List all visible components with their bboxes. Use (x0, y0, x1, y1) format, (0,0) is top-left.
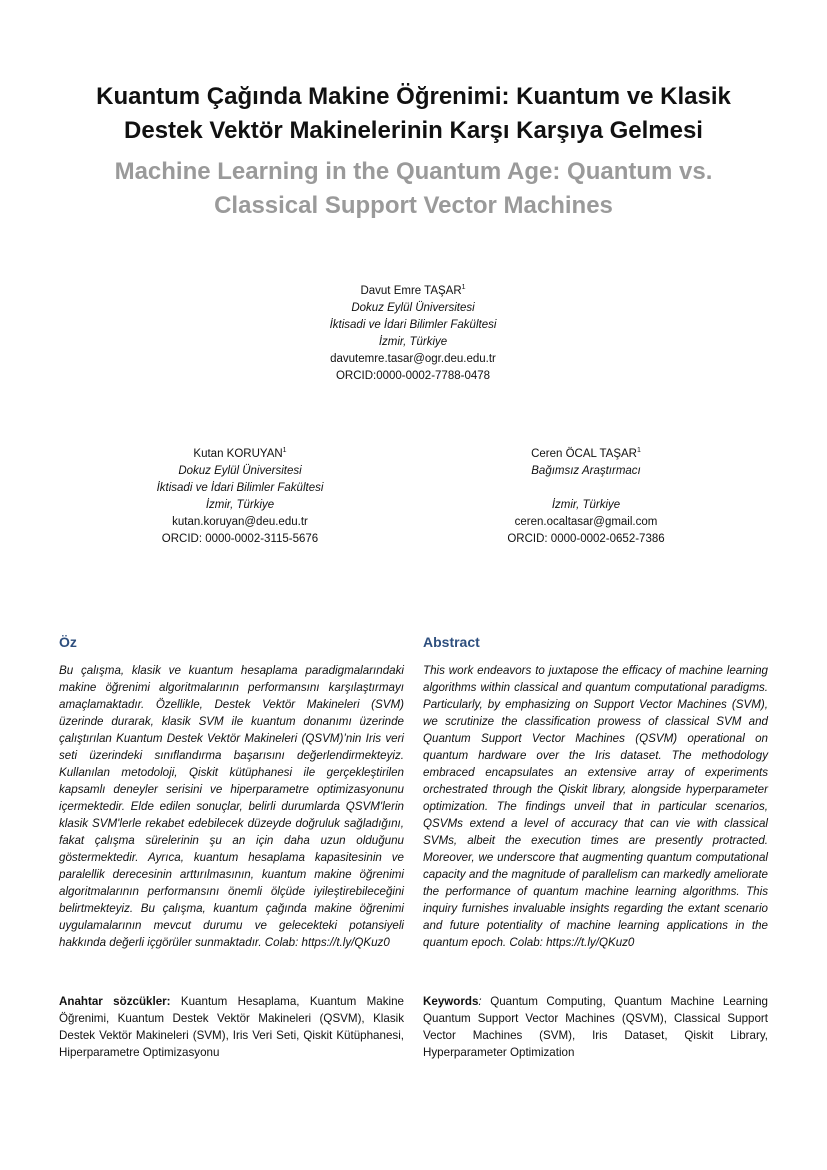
author-block-first (213, 283, 613, 385)
abstract-heading: Abstract (423, 634, 480, 650)
title-english-line2: Classical Support Vector Machines (214, 192, 613, 219)
author-orcid: ORCID: 0000-0002-0652-7386 (507, 533, 665, 545)
author-location: İzmir, Türkiye (205, 499, 275, 511)
author-location: İzmir, Türkiye (378, 336, 448, 348)
oz-keywords (59, 993, 404, 1061)
author-block-third (436, 446, 736, 548)
author-location: İzmir, Türkiye (551, 499, 621, 511)
author-block-second (90, 446, 390, 548)
oz-keywords-list: Kuantum Hesaplama, Kuantum Makine Öğrenimi, Kuantum Destek Vektör Makineleri (QSVM), Klasik Destek Vektör Makineleri (SVM), Iris Veri Seti, Qiskit Kütüphanesi, Hiperparametre Optimizasyonu (59, 995, 404, 1059)
author-spacer (436, 480, 736, 497)
oz-text: Bu çalışma, klasik ve kuantum hesaplama paradigmalarındaki makine öğrenimi algoritmalarının performansını karşılaştırmayı amaçlamaktadır. Özellikle, Destek Vektör Makineleri (SVM) üzerinde durarak, klasik SVM ile kuantum donanımı üzerinde çalıştırılan Kuantum Destek Vektör Makineleri (QSVM)’nin Iris veri seti üzerindeki sınıflandırma başarısını değerlendirmekteyiz. Kullanılan metodoloji, Qiskit kütüphanesi ile gerçekleştirilen kapsamlı deneyler serisini ve hiperparametre optimizasyonunu içermektedir. Elde edilen sonuçlar, belirli durumlarda QSVM'lerin klasik SVM'lerle rekabet edebilecek düzeyde doğruluk sağladığını, fakat çalışma sürelerinin şu an için daha uzun olduğunu göstermektedir. Ayrıca, kuantum hesaplama kapasitesinin ve paralellik derecesinin arttırılmasının, kuantum makine öğrenimi algoritmalarının performansını önemli ölçüde iyileştirebileceğini belirtmekteyiz. Bu çalışma, kuantum çağında makine öğrenimi uygulamalarının mevcut durumu ve gelecekteki potansiyeli hakkında değerli içgörüler sunmaktadır. Colab: https://t.ly/QKuz0 (59, 664, 404, 949)
abstract-keywords-label: Keywords (423, 995, 479, 1008)
abstract-keywords-colon: : (478, 995, 482, 1008)
author-affiliation-faculty: İktisadi ve İdari Bilimler Fakültesi (156, 482, 324, 494)
abstract-text: This work endeavors to juxtapose the efficacy of machine learning algorithms within classical and quantum computational paradigms. Particularly, by emphasizing on Support Vector Machines (SVM), we scrutinize the classification prowess of classical SVM and Quantum Support Vector Machines (QSVM) operational on quantum hardware over the Iris dataset. The methodology embraced encapsulates an extensive array of experiments orchestrated through the Qiskit library, alongside hyperparameter optimization. The findings unveil that in particular scenarios, QSVMs extend a level of accuracy that can vie with classical SVMs, albeit the execution times are presently protracted. Moreover, we underscore that augmenting quantum computational capacity and the magnitude of parallelism can markedly ameliorate the performance of quantum machine learning algorithms. This inquiry furnishes invaluable insights regarding the extant scenario and future potentiality of machine learning applications in the quantum epoch. Colab: https://t.ly/QKuz0 (423, 664, 768, 949)
author-name: Davut Emre TAŞAR$^1$ (360, 284, 466, 297)
author-name: Kutan KORUYAN$^1$ (193, 447, 287, 460)
title-turkish-line2: Destek Vektör Makinelerinin Karşı Karşıya Gelmesi (124, 117, 703, 144)
author-affiliation-faculty: İktisadi ve İdari Bilimler Fakültesi (329, 319, 497, 331)
abstract-keywords-list: Quantum Computing, Quantum Machine Learning Quantum Support Vector Machines (QSVM), Classical Support Vector Machines (SVM), Iris Dataset, Qiskit Library, Hyperparameter Optimization (423, 995, 768, 1059)
author-affiliation-university: Dokuz Eylül Üniversitesi (351, 302, 475, 314)
author-orcid: ORCID:0000-0002-7788-0478 (335, 370, 491, 382)
oz-heading: Öz (59, 634, 77, 650)
author-name: Ceren ÖCAL TAŞAR$^1$ (531, 447, 641, 460)
author-affiliation-university: Dokuz Eylül Üniversitesi (178, 465, 302, 477)
author-email[interactable]: ceren.ocaltasar@gmail.com (514, 516, 658, 528)
title-english (60, 155, 767, 223)
oz-keywords-label: Anahtar sözcükler: (59, 995, 171, 1008)
title-turkish-line1: Kuantum Çağında Makine Öğrenimi: Kuantum ve Klasik (96, 83, 731, 110)
author-email[interactable]: davutemre.tasar@ogr.deu.edu.tr (330, 353, 496, 365)
title-turkish (60, 80, 767, 148)
author-email[interactable]: kutan.koruyan@deu.edu.tr (172, 516, 308, 528)
author-affiliation: Bağımsız Araştırmacı (531, 465, 641, 477)
abstract-keywords (423, 993, 768, 1061)
author-orcid: ORCID: 0000-0002-3115-5676 (161, 533, 319, 545)
title-english-line1: Machine Learning in the Quantum Age: Quantum vs. (114, 158, 713, 185)
